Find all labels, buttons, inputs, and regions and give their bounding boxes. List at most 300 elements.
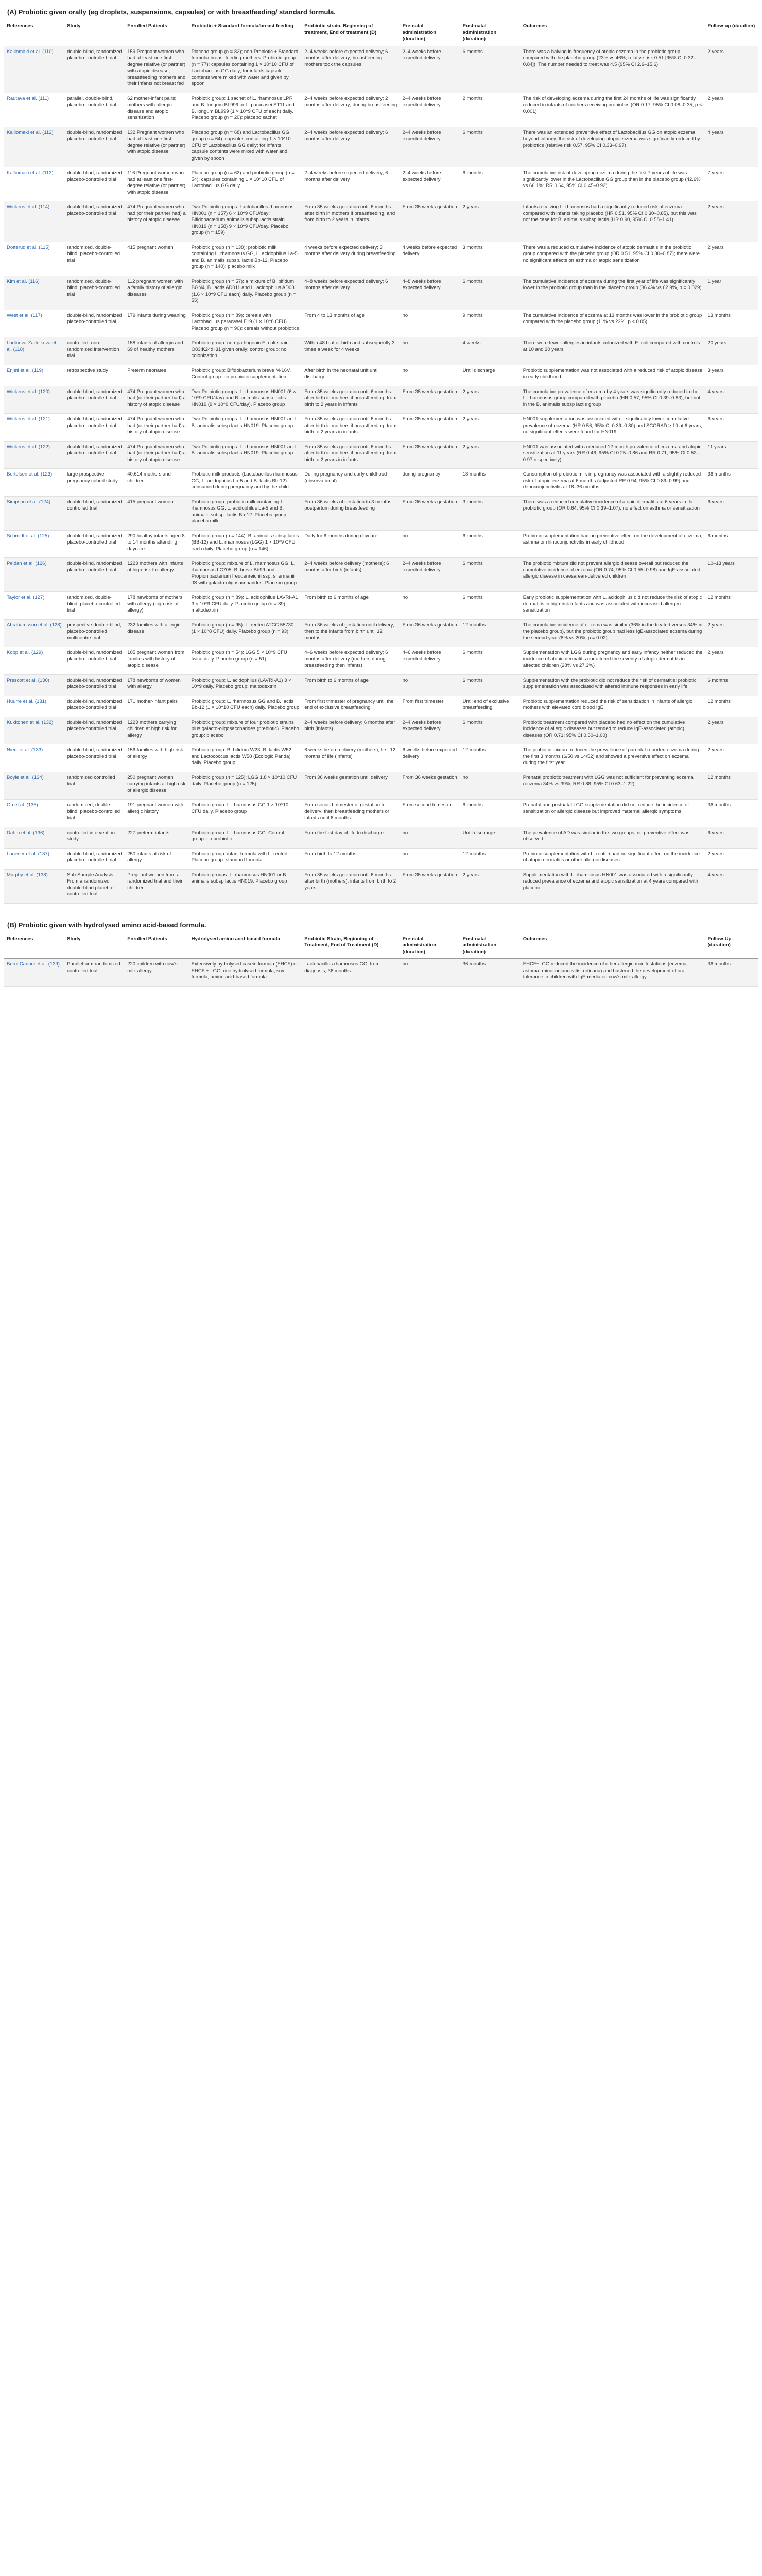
table-cell: Two Probiotic groups: L. rhamnosus HN001 and B. animalis subsp lactis HN019. Placebo group: [189, 414, 302, 442]
table-row: [4, 558, 758, 592]
table-cell: 159 Pregnant women who had at least one first-degree relative (or partner) with atopic disease; breastfeeding mothers and their infants not breast fed: [125, 46, 188, 93]
reference-cell[interactable]: Niers et al. (133): [4, 744, 64, 772]
reference-cell[interactable]: West et al. (117): [4, 310, 64, 337]
table-cell: double-blind, randomized placebo-controlled trial: [64, 414, 125, 442]
table-cell: 220 children with cow's milk allergy: [125, 959, 188, 987]
table-cell: Probiotic group: L. rhamnosus GG. Control group: no probiotic: [189, 827, 302, 848]
table-cell: 2 years: [460, 201, 521, 242]
reference-cell[interactable]: Kukkonen et al. (132): [4, 717, 64, 744]
table-cell: randomized, double-blind, placebo-controlled trial: [64, 242, 125, 276]
table-cell: double-blind, randomized placebo-controlled trial: [64, 167, 125, 201]
table-cell: There were fewer allergies in infants colonized with E. coli compared with controls at 10 and 20 years: [521, 337, 705, 365]
header-cell: Pre-natal administration (duration): [400, 20, 460, 46]
header-cell: References: [4, 933, 64, 959]
table-cell: 4–8 weeks before expected delivery: [400, 276, 460, 310]
table-cell: 2 months: [460, 93, 521, 127]
table-cell: 178 newborns of mothers with allergy (high risk of allergy): [125, 592, 188, 620]
header-cell: Probiotic strain, Beginning of treatment, End of treatment (D): [302, 20, 400, 46]
table-cell: There was a reduced cumulative incidence of atopic dermatitis in the probiotic group compared with the placebo group (OR 0.51, 95% CI 0.30–0.87); there were no significant effects on asthma or atopic sensitization: [521, 242, 705, 276]
table-cell: Infants receiving L. rhamnosus had a significantly reduced risk of eczema compared with infants taking placebo (HR 0.51, 95% CI 0.30–0.85), but this was not the case for B. animalis subsp lactis (HR 0.90, 95% CI 0.58–1.41): [521, 201, 705, 242]
table-cell: Probiotic milk products (Lactobacillus rhamnosus GG, L. acidophilus La-5 and B. lactis Bb-12) consumed during pregnancy and by the child: [189, 469, 302, 497]
table-cell: From first trimester: [400, 696, 460, 717]
table-cell: 4–8 weeks before expected delivery; 6 months after delivery: [302, 276, 400, 310]
table-cell: 474 Pregnant women who had (or their partner had) a history of atopic disease: [125, 201, 188, 242]
table-cell: 40,614 mothers and children: [125, 469, 188, 497]
table-cell: 2–4 weeks before expected delivery: [400, 93, 460, 127]
table-cell: From 35 weeks gestation: [400, 414, 460, 442]
table-cell: 12 months: [460, 744, 521, 772]
table-cell: 18 months: [460, 469, 521, 497]
table-cell: 415 pregnant women: [125, 242, 188, 276]
reference-cell[interactable]: Taylor et al. (127): [4, 592, 64, 620]
table-cell: 178 newborns of women with allergy: [125, 674, 188, 696]
table-cell: double-blind, randomized placebo-controlled trial: [64, 441, 125, 469]
table-cell: From 36 weeks of gestation until delivery; then to the infants from birth until 12 months: [302, 619, 400, 647]
table-cell: Probiotic supplementation had no preventive effect on the development of eczema, asthma or rhinoconjunctivitis in early childhood: [521, 530, 705, 558]
table-cell: From 36 weeks gestation until delivery: [302, 772, 400, 800]
table-cell: 1223 mothers with infants at high risk for allergy: [125, 558, 188, 592]
table-row: [4, 530, 758, 558]
table-cell: Probiotic group: 1 sachet of L. rhamnosus LPR and B. longum BL999 or L. paracasei ST11 and B. longum BL999 (1 × 10^9 CFU of each) daily. Placebo group (n = 20): placebo sachet: [189, 93, 302, 127]
table-cell: 6 years: [705, 414, 758, 442]
table-cell: double-blind, randomized placebo-controlled trial: [64, 674, 125, 696]
table-cell: Extensively hydrolysed casein formula (EHCF) or EHCF + LGG; rice hydrolysed formula; soy formula; amino acid-based formula: [189, 959, 302, 987]
table-cell: 13 months: [705, 310, 758, 337]
header-cell: Study: [64, 20, 125, 46]
table-cell: HN001 was associated with a reduced 12-month prevalence of eczema and atopic sensitization at 11 years (RR 0.46, 95% CI 0.25–0.86 and RR 0.71, 95% CI 0.52–0.97 respectively): [521, 441, 705, 469]
table-row: [4, 46, 758, 93]
table-cell: 2 years: [460, 869, 521, 903]
table-cell: 12 months: [705, 592, 758, 620]
table-cell: no: [400, 310, 460, 337]
table-cell: From 35 weeks gestation: [400, 869, 460, 903]
table-cell: Probiotic group (n = 144): B. animalis subsp lactis (BB-12) and L. rhamnosus (LGG) 1 × 10^9 CFU each daily. Placebo group (n = 146): [189, 530, 302, 558]
header-cell: Enrolled Patients: [125, 20, 188, 46]
header-cell: Study: [64, 933, 125, 959]
table-cell: 232 families with allergic disease: [125, 619, 188, 647]
reference-cell[interactable]: Dahm et al. (136): [4, 827, 64, 848]
table-cell: 2–4 weeks before expected delivery: [400, 46, 460, 93]
table-cell: 36 months: [705, 800, 758, 827]
table-cell: 2–4 weeks before expected delivery; 6 months after delivery; breastfeeding mothers took the capsules: [302, 46, 400, 93]
table-cell: 474 Pregnant women who had (or their partner had) a history of atopic disease: [125, 386, 188, 414]
table-cell: controlled, non-randomized intervention trial: [64, 337, 125, 365]
table-cell: 3 years: [705, 365, 758, 386]
table-cell: The probiotic mixture reduced the prevalence of parental-reported eczema during the first 3 months (6/50 vs 14/52) and showed a preventive effect on eczema during the first year: [521, 744, 705, 772]
table-cell: From 36 weeks gestation: [400, 772, 460, 800]
table-cell: Two Probiotic groups: L. rhamnosus HN001 (6 × 10^9 CFU/day) and B. animalis subsp lactis HN019 (9 × 10^9 CFU/day). Placebo group: [189, 386, 302, 414]
table-a-body: [4, 46, 758, 903]
table-cell: The risk of developing eczema during the first 24 months of life was significantly reduced in infants of mothers receiving probiotics (OR 0.17, 95% CI 0.08–0.35, p < 0.001): [521, 93, 705, 127]
table-cell: Probiotic group: L. rhamnosus GG 1 × 10^10 CFU daily. Placebo group: [189, 800, 302, 827]
table-cell: 2 years: [705, 619, 758, 647]
table-cell: double-blind, randomized placebo-controlled trial: [64, 310, 125, 337]
table-cell: 6 months: [460, 800, 521, 827]
table-cell: Consumption of probiotic milk in pregnancy was associated with a slightly reduced risk of atopic eczema at 6 months (adjusted RR 0.94, 95% CI 0.89–0.99) and rhinoconjunctivitis at 18–36 months: [521, 469, 705, 497]
table-row: [4, 959, 758, 987]
table-cell: Prenatal probiotic treatment with LGG was not sufficient for preventing eczema (eczema 34% vs 39%; RR 0.88, 95% CI 0.63–1.22): [521, 772, 705, 800]
table-cell: 6 months: [705, 674, 758, 696]
table-cell: 2 years: [705, 242, 758, 276]
table-cell: 12 months: [460, 848, 521, 869]
table-cell: From birth to 12 months: [302, 848, 400, 869]
table-cell: double-blind, randomized placebo-controlled trial: [64, 647, 125, 675]
reference-cell[interactable]: Prescott et al. (130): [4, 674, 64, 696]
table-cell: 158 infants of allergic and 69 of healthy mothers: [125, 337, 188, 365]
table-cell: 36 months: [705, 469, 758, 497]
table-cell: Probiotic group (n = 54): LGG 5 × 10^9 CFU twice daily. Placebo group (n = 51): [189, 647, 302, 675]
table-cell: double-blind, randomized placebo-controlled trial: [64, 530, 125, 558]
table-cell: 10–13 years: [705, 558, 758, 592]
table-cell: 4–6 weeks before expected delivery: [400, 647, 460, 675]
table-cell: 3 months: [460, 242, 521, 276]
table-cell: 2–4 weeks before expected delivery: [400, 127, 460, 167]
table-row: [4, 127, 758, 167]
table-cell: Probiotic supplementation reduced the risk of sensitization in infants of allergic mothers with elevated cord blood IgE: [521, 696, 705, 717]
table-cell: double-blind, randomized placebo-controlled trial: [64, 717, 125, 744]
table-cell: 105 pregnant women from families with history of atopic disease: [125, 647, 188, 675]
table-cell: Probiotic group: mixture of four probiotic strains plus galacto-oligosaccharides (prebiotic). Placebo group: placebo: [189, 717, 302, 744]
table-cell: Prenatal and postnatal LGG supplementation did not reduce the incidence of sensitization or allergic disease but improved maternal allergic symptoms: [521, 800, 705, 827]
table-cell: Probiotic supplementation with L. reuteri had no significant effect on the incidence of atopic dermatitis or other allergic diseases: [521, 848, 705, 869]
table-cell: parallel, double-blind, placebo-controlled trial: [64, 93, 125, 127]
table-row: [4, 93, 758, 127]
table-cell: 2 years: [705, 647, 758, 675]
table-cell: Probiotic group (n = 89): L. acidophilus LAVRI-A1 3 × 10^9 CFU daily. Placebo group (n = 89): maltodextrin: [189, 592, 302, 620]
table-cell: Probiotic group: non-pathogenic E. coli strain O83:K24:H31 given orally; control group: no colonization: [189, 337, 302, 365]
table-cell: 474 Pregnant women who had (or their partner had) a history of atopic disease: [125, 441, 188, 469]
reference-cell[interactable]: Wickens et al. (121): [4, 414, 64, 442]
table-cell: 2–4 weeks before delivery (mothers); 6 months after birth (infants): [302, 558, 400, 592]
table-cell: 6 months: [460, 558, 521, 592]
table-cell: 116 Pregnant women who had at least one first-degree relative (or partner) with atopic disease: [125, 167, 188, 201]
header-cell: Follow-up (duration): [705, 20, 758, 46]
table-cell: 4 years: [705, 869, 758, 903]
header-cell: Pre-natal administration (duration): [400, 933, 460, 959]
table-row: [4, 310, 758, 337]
table-cell: randomized, double-blind, placebo-controlled trial: [64, 592, 125, 620]
table-cell: Probiotic treatment compared with placebo had no effect on the cumulative incidence of allergic diseases but tended to reduce IgE-associated (atopic) diseases (OR 0.71; 95% CI 0.50–1.00): [521, 717, 705, 744]
reference-cell[interactable]: Lodinova-Zadnikova et al. (118): [4, 337, 64, 365]
reference-cell[interactable]: Abrahamsson et al. (128): [4, 619, 64, 647]
table-cell: Probiotic group: Bifidobacterium breve M-16V. Control group: no probiotic supplementation: [189, 365, 302, 386]
header-cell: Post-natal administration (duration): [460, 20, 521, 46]
table-cell: no: [400, 530, 460, 558]
table-cell: 2–4 weeks before expected delivery: [400, 167, 460, 201]
table-row: [4, 717, 758, 744]
table-cell: The cumulative incidence of eczema at 13 months was lower in the probiotic group compared with the placebo group (11% vs 22%, p < 0.05): [521, 310, 705, 337]
table-a-title: Probiotic given orally (eg droplets, suspensions, capsules) or with breastfeeding/ standard formula.: [18, 8, 336, 16]
table-cell: Supplementation with LGG during pregnancy and early infancy neither reduced the incidence of atopic dermatitis nor altered the severity of atopic dermatitis in affected children (28% vs 27.3%): [521, 647, 705, 675]
table-cell: Probiotic group (n = 89): cereals with Lactobacillus paracasei F19 (1 × 10^8 CFU). Placebo group (n = 90): cereals without probiotics: [189, 310, 302, 337]
table-cell: 250 pregnant women carrying infants at high risk of allergic disease: [125, 772, 188, 800]
table-cell: Early probiotic supplementation with L. acidophilus did not reduce the risk of atopic dermatitis in high-risk infants and was associated with increased allergen sensitization: [521, 592, 705, 620]
table-a-caption: [4, 3, 758, 20]
table-cell: Supplementation with the probiotic did not reduce the risk of dermatitis; probiotic supplementation was associated with altered immune responses in early life: [521, 674, 705, 696]
table-row: [4, 800, 758, 827]
table-cell: From 35 weeks gestation until 6 months after birth in mothers if breastfeeding; from birth to 2 years in infants: [302, 386, 400, 414]
table-cell: double-blind, randomized placebo-controlled trial: [64, 848, 125, 869]
table-cell: Probiotic groups: L. rhamnosus HN001 or B. animalis subsp lactis HN019. Placebo group: [189, 869, 302, 903]
table-cell: From 35 weeks gestation until 6 months after birth in mothers if breastfeeding, and from birth to 2 years in infants: [302, 201, 400, 242]
table-cell: From 35 weeks gestation until 6 months after birth in mothers if breastfeeding; from birth to 2 years in infants: [302, 414, 400, 442]
table-cell: The cumulative risk of developing eczema during the first 7 years of life was significantly lower in the Lactobacillus GG group than in the placebo group (42.6% vs 66.1%; RR 0.64, 95% CI 0.45–0.92): [521, 167, 705, 201]
table-cell: Until discharge: [460, 827, 521, 848]
reference-cell[interactable]: Kopp et al. (129): [4, 647, 64, 675]
table-cell: double-blind, randomized placebo-controlled trial: [64, 558, 125, 592]
table-cell: Probiotic group (n = 125): LGG 1.8 × 10^10 CFU daily. Placebo group (n = 125): [189, 772, 302, 800]
table-cell: 4–6 weeks before expected delivery; 6 months after delivery (mothers during breastfeeding then infants): [302, 647, 400, 675]
table-cell: From second trimester of gestation to delivery; then breastfeeding mothers or infants until 6 months: [302, 800, 400, 827]
table-cell: Placebo group (n = 82); non-Probiotic + Standard formula/ breast feeding mothers. Probiotic group (n = 77): capsules containing 1 × 10^10 CFU of Lactobacillus GG daily; for infants capsule contents were mixed with water and given by spoon: [189, 46, 302, 93]
table-cell: Daily for 6 months during daycare: [302, 530, 400, 558]
table-row: [4, 201, 758, 242]
table-cell: 2–4 weeks before expected delivery; 6 months after delivery: [302, 167, 400, 201]
table-cell: From second trimester: [400, 800, 460, 827]
header-cell: Enrolled Patients: [125, 933, 188, 959]
table-a-header-row: [4, 20, 758, 46]
table-cell: 415 pregnant women: [125, 496, 188, 530]
reference-cell[interactable]: Kalliomaki et al. (110): [4, 46, 64, 93]
table-a-label: (A): [7, 8, 17, 16]
table-cell: no: [400, 674, 460, 696]
table-cell: Placebo group (n = 68) and Lactobacillus GG group (n = 64): capsules containing 1 × 10^10 CFU of Lactobacillus GG daily; for infants capsule contents were mixed with water and given by spoon: [189, 127, 302, 167]
table-row: [4, 414, 758, 442]
reference-cell[interactable]: Kim et al. (116): [4, 276, 64, 310]
table-cell: 171 mother-infant pairs: [125, 696, 188, 717]
header-cell: References: [4, 20, 64, 46]
reference-cell[interactable]: Wickens et al. (114): [4, 201, 64, 242]
reference-cell[interactable]: Enjeti et al. (119): [4, 365, 64, 386]
table-cell: 6 months: [460, 674, 521, 696]
table-cell: Placebo group (n = 62) and probiotic group (n = 54): capsules containing 1 × 10^10 CFU of Lactobacillus GG daily: [189, 167, 302, 201]
table-cell: no: [400, 848, 460, 869]
table-b-caption: [4, 916, 758, 933]
reference-cell[interactable]: Wickens et al. (120): [4, 386, 64, 414]
table-cell: The probiotic mixture did not prevent allergic disease overall but reduced the cumulative incidence of eczema (OR 0.74, 95% CI 0.55–0.98) and IgE-associated allergic disease in caesarean-delivered children: [521, 558, 705, 592]
table-cell: no: [400, 365, 460, 386]
table-row: [4, 469, 758, 497]
table-b-label: (B): [7, 921, 17, 929]
table-cell: Until discharge: [460, 365, 521, 386]
table-cell: Parallel-arm randomized controlled trial: [64, 959, 125, 987]
table-cell: 290 healthy infants aged 8 to 14 months attending daycare: [125, 530, 188, 558]
table-cell: 6 months: [460, 530, 521, 558]
table-cell: double-blind, randomized placebo-controlled trial: [64, 386, 125, 414]
reference-cell[interactable]: Peldan et al. (126): [4, 558, 64, 592]
table-cell: 112 pregnant women with a family history of allergic diseases: [125, 276, 188, 310]
table-cell: 12 months: [705, 696, 758, 717]
table-cell: double-blind, randomized placebo-controlled trial: [64, 744, 125, 772]
header-cell: Outcomes: [521, 933, 705, 959]
table-cell: no: [460, 772, 521, 800]
table-cell: Pregnant women from a randomized trial and their children: [125, 869, 188, 903]
table-row: [4, 276, 758, 310]
table-cell: no: [400, 592, 460, 620]
table-row: [4, 242, 758, 276]
table-cell: 2 years: [705, 201, 758, 242]
reference-cell[interactable]: Murphy et al. (138): [4, 869, 64, 903]
table-cell: The cumulative incidence of eczema was similar (36% in the treated versus 34% in the placebo group), but the probiotic group had less IgE-associated eczema during the second year (8% vs 20%, p = 0.02): [521, 619, 705, 647]
table-cell: Preterm neonates: [125, 365, 188, 386]
table-cell: 156 families with high risk of allergy: [125, 744, 188, 772]
table-row: [4, 674, 758, 696]
reference-cell[interactable]: Huurre et al. (131): [4, 696, 64, 717]
table-cell: From 36 weeks gestation: [400, 496, 460, 530]
table-cell: Probiotic group: infant formula with L. reuteri. Placebo group: standard formula: [189, 848, 302, 869]
reference-cell[interactable]: Simpson et al. (124): [4, 496, 64, 530]
table-cell: prospective double-blind, placebo-controlled multicentre trial: [64, 619, 125, 647]
table-b-header-row: [4, 933, 758, 959]
table-cell: 2–4 weeks before expected delivery; 2 months after delivery; during breastfeeding: [302, 93, 400, 127]
table-cell: 2–4 weeks before delivery; 6 months after birth (infants): [302, 717, 400, 744]
table-cell: double-blind, randomized controlled trial: [64, 496, 125, 530]
table-cell: Probiotic group (n = 95): L. reuteri ATCC 55730 (1 × 10^8 CFU) daily. Placebo group (n = 93): [189, 619, 302, 647]
table-row: [4, 848, 758, 869]
table-cell: The cumulative prevalence of eczema by 4 years was significantly reduced in the L. rhamnosus group compared with placebo (HR 0.57, 95% CI 0.39–0.83), but not in the B. animalis subsp lactis group: [521, 386, 705, 414]
table-cell: 2–4 weeks before expected delivery: [400, 558, 460, 592]
table-cell: Probiotic group: L. acidophilus (LAVRI-A1) 3 × 10^9 daily. Placebo group: maltodextrin: [189, 674, 302, 696]
table-cell: 6 months: [460, 276, 521, 310]
table-cell: double-blind, randomized placebo-controlled trial: [64, 696, 125, 717]
table-cell: Probiotic group (n = 138): probiotic milk containing L. rhamnosus GG, L. acidophilus La-5 and B. animalis subsp. lactis Bb-12. Placebo group (n = 140): placebo milk: [189, 242, 302, 276]
table-cell: 3 months: [460, 496, 521, 530]
header-cell: Outcomes: [521, 20, 705, 46]
table-cell: randomized, double-blind, placebo-controlled trial: [64, 276, 125, 310]
table-row: [4, 592, 758, 620]
reference-cell[interactable]: Kalliomaki et al. (112): [4, 127, 64, 167]
table-cell: Lactobacillus rhamnosus GG; from diagnosis; 36 months: [302, 959, 400, 987]
reference-cell[interactable]: Schmidt et al. (125): [4, 530, 64, 558]
table-cell: randomized controlled trial: [64, 772, 125, 800]
table-cell: From birth to 6 months of age: [302, 592, 400, 620]
table-cell: 2 years: [460, 414, 521, 442]
table-cell: 62 mother-infant pairs; mothers with allergic disease and atopic sensitization: [125, 93, 188, 127]
header-cell: Probiotic Strain, Beginning of Treatment, End of Treatment (D): [302, 933, 400, 959]
table-cell: no: [400, 959, 460, 987]
table-cell: 6 months: [460, 717, 521, 744]
table-cell: Two Probiotic groups: Lactobacillus rhamnosus HN001 (n = 157) 6 × 10^9 CFU/day; Bifidobacterium animalis subsp lactis strain HN019 (n = 158) 9 × 10^9 CFU/day. Placebo group (n = 159): [189, 201, 302, 242]
table-cell: 6 months: [705, 530, 758, 558]
table-b-body: [4, 959, 758, 987]
reference-cell[interactable]: Berni Canani et al. (139): [4, 959, 64, 987]
table-cell: Probiotic group: B. bifidum W23, B. lactis W52 and Lactococcus lactis W58 (Ecologic Panda) daily. Placebo group: [189, 744, 302, 772]
table-row: [4, 496, 758, 530]
table-cell: From 35 weeks gestation until 6 months after birth (mothers); infants from birth to 2 years: [302, 869, 400, 903]
table-cell: The prevalence of AD was similar in the two groups; no preventive effect was observed: [521, 827, 705, 848]
table-row: [4, 337, 758, 365]
reference-cell[interactable]: Ou et al. (135): [4, 800, 64, 827]
table-cell: From birth to 6 months of age: [302, 674, 400, 696]
table-cell: 2 years: [460, 441, 521, 469]
table-cell: From 35 weeks gestation: [400, 386, 460, 414]
table-cell: 6 years: [705, 827, 758, 848]
table-cell: double-blind, randomized placebo-controlled trial: [64, 46, 125, 93]
table-cell: 2 years: [705, 848, 758, 869]
table-cell: during pregnancy: [400, 469, 460, 497]
table-cell: 4 weeks before expected delivery; 3 months after delivery during breastfeeding: [302, 242, 400, 276]
table-cell: 4 years: [705, 386, 758, 414]
reference-cell[interactable]: Lauener et al. (137): [4, 848, 64, 869]
table-cell: 2 years: [705, 46, 758, 93]
table-cell: EHCF+LGG reduced the incidence of other allergic manifestations (eczema, asthma, rhinoconjunctivitis, urticaria) and hastened the development of oral tolerance in children with IgE-mediated cow's milk allergy: [521, 959, 705, 987]
table-cell: no: [400, 827, 460, 848]
header-cell: Probiotic + Standard formula/breast feeding: [189, 20, 302, 46]
table-row: [4, 869, 758, 903]
table-cell: There was an extended preventive effect of Lactobacillus GG on atopic eczema beyond infancy; the risk of developing atopic eczema was significantly reduced by probiotics (relative risk 0.57, 95% CI 0.33–0.97): [521, 127, 705, 167]
table-cell: After birth in the neonatal unit until discharge: [302, 365, 400, 386]
table-cell: From 36 weeks of gestation to 3 months postpartum during breastfeeding: [302, 496, 400, 530]
reference-cell[interactable]: Boyle et al. (134): [4, 772, 64, 800]
table-cell: Probiotic group (n = 57): a mixture of B. bifidum BGN4, B. lactis AD011 and L. acidophilus AD031 (1.6 × 10^9 CFU each) daily. Placebo group (n = 55): [189, 276, 302, 310]
table-cell: 7 years: [705, 167, 758, 201]
table-cell: 36 months: [705, 959, 758, 987]
table-cell: 6 years: [705, 496, 758, 530]
table-row: [4, 619, 758, 647]
table-row: [4, 441, 758, 469]
table-cell: 12 months: [705, 772, 758, 800]
table-cell: From 35 weeks gestation: [400, 201, 460, 242]
table-cell: From the first day of life to discharge: [302, 827, 400, 848]
table-cell: 227 preterm infants: [125, 827, 188, 848]
header-cell: Post-natal administration (duration): [460, 933, 521, 959]
header-cell: Hydrolysed amino acid-based formula: [189, 933, 302, 959]
reference-cell[interactable]: Wickens et al. (122): [4, 441, 64, 469]
table-cell: 191 pregnant women with allergic history: [125, 800, 188, 827]
table-cell: 20 years: [705, 337, 758, 365]
table-cell: 6 months: [460, 647, 521, 675]
table-cell: There was a reduced cumulative incidence of atopic dermatitis at 6 years in the probiotic group (OR 0.64, 95% CI 0.39–1.07); no effect on asthma or sensitization: [521, 496, 705, 530]
table-cell: Until end of exclusive breastfeeding: [460, 696, 521, 717]
table-cell: 4 weeks before expected delivery: [400, 242, 460, 276]
reference-cell[interactable]: Bertelsen et al. (123): [4, 469, 64, 497]
table-cell: There was a halving in frequency of atopic eczema in the probiotic group compared with the placebo group (23% vs 46%; relative risk 0.51 [95% CI 0.32–0.84]). The number needed to treat was 4.5 (95% CI 2.6–15.6): [521, 46, 705, 93]
reference-cell[interactable]: Rautava et al. (111): [4, 93, 64, 127]
table-cell: double-blind, randomized placebo-controlled trial: [64, 201, 125, 242]
table-cell: 6 months: [460, 592, 521, 620]
table-cell: From 35 weeks gestation: [400, 441, 460, 469]
header-cell: Follow-Up (duration): [705, 933, 758, 959]
table-cell: HN001 supplementation was associated with a significantly lower cumulative prevalence of eczema (HR 0.56, 95% CI 0.39–0.80) and SCORAD ≥ 10 at 6 years; no significant effects were found for HN019: [521, 414, 705, 442]
table-cell: Probiotic group: probiotic milk containing L. rhamnosus GG, L. acidophilus La-5 and B. animalis subsp. lactis Bb-12. Placebo group: placebo milk: [189, 496, 302, 530]
table-cell: 6 months: [460, 167, 521, 201]
table-a: [4, 20, 758, 904]
table-cell: Probiotic group: mixture of L. rhamnosus GG, L. rhamnosus LC705, B. breve Bb99 and Propionibacterium freudenreichii ssp. shermanii JS with galacto-oligosaccharides. Placebo group: [189, 558, 302, 592]
table-cell: 36 months: [460, 959, 521, 987]
table-cell: 6 months: [460, 46, 521, 93]
table-cell: 2 years: [705, 93, 758, 127]
table-cell: From first trimester of pregnancy until the end of exclusive breastfeeding: [302, 696, 400, 717]
table-cell: Probiotic group: L. rhamnosus GG and B. lactis Bb-12 (1 × 10^10 CFU each) daily. Placebo group: [189, 696, 302, 717]
reference-cell[interactable]: Kalliomaki et al. (113): [4, 167, 64, 201]
table-b-title: Probiotic given with hydrolysed amino acid-based formula.: [18, 921, 206, 929]
table-cell: double-blind, randomized placebo-controlled trial: [64, 127, 125, 167]
table-cell: During pregnancy and early childhood (observational): [302, 469, 400, 497]
table-cell: 1 year: [705, 276, 758, 310]
table-cell: Two Probiotic groups: L. rhamnosus HN001 and B. animalis subsp lactis HN019. Placebo group: [189, 441, 302, 469]
table-row: [4, 772, 758, 800]
table-cell: Probiotic supplementation was not associated with a reduced risk of atopic disease in early childhood: [521, 365, 705, 386]
reference-cell[interactable]: Dotterud et al. (115): [4, 242, 64, 276]
table-cell: 1223 mothers carrying children at high risk for allergy: [125, 717, 188, 744]
table-row: [4, 827, 758, 848]
table-cell: From 36 weeks gestation: [400, 619, 460, 647]
table-row: [4, 744, 758, 772]
table-cell: 2–4 weeks before expected delivery; 6 months after delivery: [302, 127, 400, 167]
table-cell: 11 years: [705, 441, 758, 469]
table-cell: 6 weeks before delivery (mothers); first 12 months of life (infants): [302, 744, 400, 772]
table-cell: Sub-Sample Analysis From a randomized double-blind placebo-controlled trial: [64, 869, 125, 903]
